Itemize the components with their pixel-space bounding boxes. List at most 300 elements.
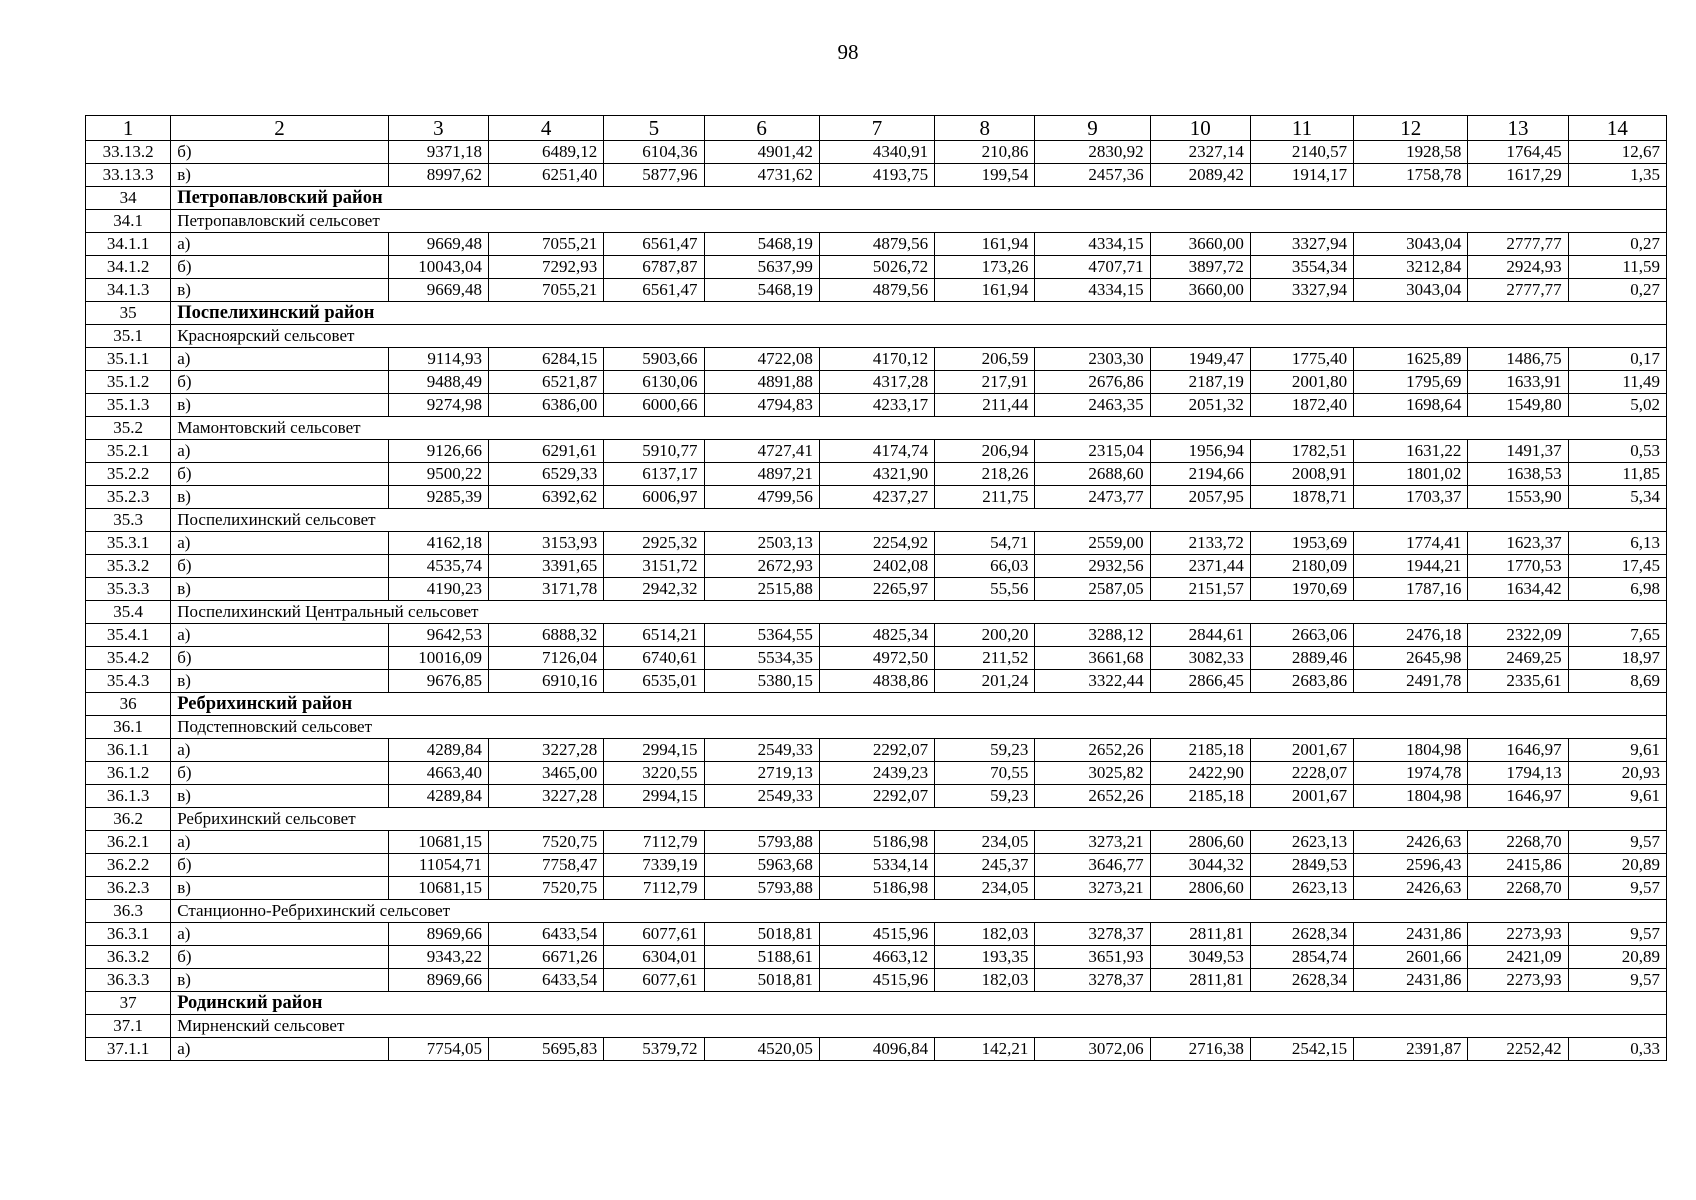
value-cell: 5018,81 [704,923,819,946]
row-code: 36 [86,693,171,716]
value-cell: 7112,79 [604,831,704,854]
value-cell: 0,17 [1568,348,1666,371]
value-cell: 2228,07 [1250,762,1353,785]
row-variant-label: в) [171,279,389,302]
value-cell: 4663,40 [388,762,488,785]
row-code: 36.2.3 [86,877,171,900]
value-cell: 1549,80 [1468,394,1568,417]
value-cell: 9114,93 [388,348,488,371]
value-cell: 3049,53 [1150,946,1250,969]
council-name: Подстепновский сельсовет [171,716,1667,739]
row-code: 35.1.2 [86,371,171,394]
value-cell: 7520,75 [489,877,604,900]
value-cell: 2830,92 [1035,141,1150,164]
row-code: 33.13.2 [86,141,171,164]
value-cell: 142,21 [935,1038,1035,1061]
value-cell: 2252,42 [1468,1038,1568,1061]
value-cell: 211,52 [935,647,1035,670]
value-cell: 1758,78 [1354,164,1468,187]
value-cell: 20,93 [1568,762,1666,785]
value-cell: 2057,95 [1150,486,1250,509]
value-cell: 2719,13 [704,762,819,785]
row-code: 34 [86,187,171,210]
value-cell: 1623,37 [1468,532,1568,555]
value-cell: 9371,18 [388,141,488,164]
row-code: 33.13.3 [86,164,171,187]
value-cell: 2476,18 [1354,624,1468,647]
value-cell: 5188,61 [704,946,819,969]
value-cell: 1787,16 [1354,578,1468,601]
council-name: Красноярский сельсовет [171,325,1667,348]
row-code: 36.2.2 [86,854,171,877]
district-name: Петропавловский район [171,187,1667,210]
value-cell: 2854,74 [1250,946,1353,969]
value-cell: 2932,56 [1035,555,1150,578]
value-cell: 2151,57 [1150,578,1250,601]
column-header: 3 [388,116,488,141]
value-cell: 1617,29 [1468,164,1568,187]
value-cell: 6433,54 [489,969,604,992]
row-code: 35.2.1 [86,440,171,463]
value-cell: 4727,41 [704,440,819,463]
value-cell: 4799,56 [704,486,819,509]
value-cell: 2844,61 [1150,624,1250,647]
value-cell: 2925,32 [604,532,704,555]
row-code: 36.3 [86,900,171,923]
table-row [86,532,1667,555]
row-code: 36.2 [86,808,171,831]
value-cell: 2688,60 [1035,463,1150,486]
council-row [86,601,1667,624]
value-cell: 2683,86 [1250,670,1353,693]
value-cell: 6514,21 [604,624,704,647]
value-cell: 2431,86 [1354,969,1468,992]
value-cell: 1804,98 [1354,739,1468,762]
value-cell: 0,27 [1568,233,1666,256]
value-cell: 6130,06 [604,371,704,394]
value-cell: 4972,50 [819,647,934,670]
value-cell: 11,59 [1568,256,1666,279]
value-cell: 3660,00 [1150,233,1250,256]
value-cell: 8,69 [1568,670,1666,693]
value-cell: 1698,64 [1354,394,1468,417]
row-variant-label: б) [171,371,389,394]
value-cell: 18,97 [1568,647,1666,670]
row-variant-label: б) [171,256,389,279]
row-variant-label: в) [171,877,389,900]
value-cell: 8997,62 [388,164,488,187]
table-row [86,141,1667,164]
value-cell: 4162,18 [388,532,488,555]
value-cell: 1486,75 [1468,348,1568,371]
table-row [86,1038,1667,1061]
value-cell: 6561,47 [604,233,704,256]
value-cell: 3072,06 [1035,1038,1150,1061]
value-cell: 1804,98 [1354,785,1468,808]
value-cell: 2469,25 [1468,647,1568,670]
value-cell: 5379,72 [604,1038,704,1061]
value-cell: 4237,27 [819,486,934,509]
value-cell: 1774,41 [1354,532,1468,555]
value-cell: 9642,53 [388,624,488,647]
value-cell: 2645,98 [1354,647,1468,670]
value-cell: 2942,32 [604,578,704,601]
column-header: 9 [1035,116,1150,141]
value-cell: 1878,71 [1250,486,1353,509]
value-cell: 2371,44 [1150,555,1250,578]
value-cell: 3327,94 [1250,233,1353,256]
value-cell: 6137,17 [604,463,704,486]
row-variant-label: в) [171,486,389,509]
value-cell: 3220,55 [604,762,704,785]
value-cell: 218,26 [935,463,1035,486]
value-cell: 2254,92 [819,532,934,555]
council-row [86,808,1667,831]
column-header: 5 [604,116,704,141]
value-cell: 4174,74 [819,440,934,463]
value-cell: 4190,23 [388,578,488,601]
value-cell: 10016,09 [388,647,488,670]
value-cell: 0,27 [1568,279,1666,302]
value-cell: 5963,68 [704,854,819,877]
value-cell: 5018,81 [704,969,819,992]
value-cell: 2180,09 [1250,555,1353,578]
value-cell: 2268,70 [1468,877,1568,900]
row-code: 35.2 [86,417,171,440]
value-cell: 4707,71 [1035,256,1150,279]
row-variant-label: а) [171,1038,389,1061]
value-cell: 6251,40 [489,164,604,187]
value-cell: 206,94 [935,440,1035,463]
value-cell: 10681,15 [388,877,488,900]
value-cell: 7758,47 [489,854,604,877]
value-cell: 6,13 [1568,532,1666,555]
district-row [86,992,1667,1015]
value-cell: 2431,86 [1354,923,1468,946]
value-cell: 2849,53 [1250,854,1353,877]
council-name: Станционно-Ребрихинский сельсовет [171,900,1667,923]
row-code: 36.3.2 [86,946,171,969]
value-cell: 1,35 [1568,164,1666,187]
value-cell: 8969,66 [388,923,488,946]
page-number: 98 [837,40,859,64]
value-cell: 1646,97 [1468,739,1568,762]
value-cell: 3043,04 [1354,233,1468,256]
value-cell: 2716,38 [1150,1038,1250,1061]
value-cell: 211,75 [935,486,1035,509]
row-variant-label: в) [171,394,389,417]
value-cell: 245,37 [935,854,1035,877]
value-cell: 2889,46 [1250,647,1353,670]
value-cell: 2303,30 [1035,348,1150,371]
value-cell: 5903,66 [604,348,704,371]
row-code: 36.3.1 [86,923,171,946]
row-code: 35.3 [86,509,171,532]
value-cell: 3227,28 [489,785,604,808]
value-cell: 2811,81 [1150,969,1250,992]
row-code: 36.3.3 [86,969,171,992]
district-row [86,693,1667,716]
value-cell: 2315,04 [1035,440,1150,463]
council-row [86,509,1667,532]
value-cell: 6392,62 [489,486,604,509]
value-cell: 4193,75 [819,164,934,187]
value-cell: 4879,56 [819,279,934,302]
value-cell: 2051,32 [1150,394,1250,417]
value-cell: 2587,05 [1035,578,1150,601]
value-cell: 2628,34 [1250,969,1353,992]
value-cell: 1491,37 [1468,440,1568,463]
table-row [86,923,1667,946]
table-row [86,463,1667,486]
column-header: 7 [819,116,934,141]
value-cell: 6671,26 [489,946,604,969]
value-cell: 3651,93 [1035,946,1150,969]
value-cell: 1775,40 [1250,348,1353,371]
value-cell: 1928,58 [1354,141,1468,164]
value-cell: 4722,08 [704,348,819,371]
value-cell: 4334,15 [1035,233,1150,256]
value-cell: 7339,19 [604,854,704,877]
table-row [86,256,1667,279]
row-code: 36.1.3 [86,785,171,808]
value-cell: 1770,53 [1468,555,1568,578]
value-cell: 17,45 [1568,555,1666,578]
value-cell: 4535,74 [388,555,488,578]
value-cell: 211,44 [935,394,1035,417]
row-variant-label: б) [171,463,389,486]
value-cell: 1974,78 [1354,762,1468,785]
column-header: 14 [1568,116,1666,141]
value-cell: 9,57 [1568,831,1666,854]
value-cell: 10043,04 [388,256,488,279]
row-variant-label: в) [171,578,389,601]
value-cell: 5793,88 [704,877,819,900]
value-cell: 2292,07 [819,785,934,808]
column-header: 4 [489,116,604,141]
row-variant-label: а) [171,923,389,946]
value-cell: 2185,18 [1150,739,1250,762]
value-cell: 7,65 [1568,624,1666,647]
council-name: Поспелихинский Центральный сельсовет [171,601,1667,624]
tariff-table [85,115,1667,1061]
value-cell: 6521,87 [489,371,604,394]
value-cell: 12,67 [1568,141,1666,164]
row-variant-label: б) [171,555,389,578]
value-cell: 2542,15 [1250,1038,1353,1061]
value-cell: 1944,21 [1354,555,1468,578]
value-cell: 2426,63 [1354,831,1468,854]
table-row [86,785,1667,808]
column-header: 12 [1354,116,1468,141]
value-cell: 6291,61 [489,440,604,463]
column-header: 11 [1250,116,1353,141]
value-cell: 5695,83 [489,1038,604,1061]
value-cell: 6740,61 [604,647,704,670]
value-cell: 4321,90 [819,463,934,486]
value-cell: 1801,02 [1354,463,1468,486]
table-body [86,141,1667,1061]
value-cell: 2924,93 [1468,256,1568,279]
value-cell: 3660,00 [1150,279,1250,302]
row-code: 34.1.3 [86,279,171,302]
table-row [86,877,1667,900]
value-cell: 4340,91 [819,141,934,164]
value-cell: 6529,33 [489,463,604,486]
value-cell: 6304,01 [604,946,704,969]
value-cell: 234,05 [935,877,1035,900]
row-code: 35.4 [86,601,171,624]
table-row [86,440,1667,463]
value-cell: 1953,69 [1250,532,1353,555]
value-cell: 2994,15 [604,785,704,808]
value-cell: 2426,63 [1354,877,1468,900]
row-code: 35.1.1 [86,348,171,371]
value-cell: 1703,37 [1354,486,1468,509]
row-variant-label: а) [171,233,389,256]
value-cell: 2473,77 [1035,486,1150,509]
value-cell: 2273,93 [1468,923,1568,946]
row-code: 35.3.2 [86,555,171,578]
value-cell: 4879,56 [819,233,934,256]
value-cell: 6433,54 [489,923,604,946]
column-header: 2 [171,116,389,141]
value-cell: 3288,12 [1035,624,1150,647]
value-cell: 7754,05 [388,1038,488,1061]
column-header: 1 [86,116,171,141]
value-cell: 8969,66 [388,969,488,992]
value-cell: 2652,26 [1035,739,1150,762]
council-name: Мамонтовский сельсовет [171,417,1667,440]
value-cell: 3043,04 [1354,279,1468,302]
value-cell: 1634,42 [1468,578,1568,601]
row-variant-label: в) [171,785,389,808]
value-cell: 5380,15 [704,670,819,693]
value-cell: 2463,35 [1035,394,1150,417]
value-cell: 2089,42 [1150,164,1250,187]
value-cell: 5910,77 [604,440,704,463]
row-code: 35.3.1 [86,532,171,555]
council-row [86,716,1667,739]
value-cell: 2322,09 [1468,624,1568,647]
council-row [86,325,1667,348]
value-cell: 54,71 [935,532,1035,555]
value-cell: 2008,91 [1250,463,1353,486]
row-code: 35 [86,302,171,325]
value-cell: 1646,97 [1468,785,1568,808]
value-cell: 4317,28 [819,371,934,394]
value-cell: 66,03 [935,555,1035,578]
value-cell: 6386,00 [489,394,604,417]
value-cell: 2001,80 [1250,371,1353,394]
value-cell: 20,89 [1568,854,1666,877]
value-cell: 3327,94 [1250,279,1353,302]
value-cell: 6077,61 [604,923,704,946]
value-cell: 2866,45 [1150,670,1250,693]
row-code: 36.1.1 [86,739,171,762]
value-cell: 1914,17 [1250,164,1353,187]
value-cell: 3171,78 [489,578,604,601]
table-row [86,555,1667,578]
value-cell: 2777,77 [1468,279,1568,302]
value-cell: 1633,91 [1468,371,1568,394]
value-cell: 0,33 [1568,1038,1666,1061]
row-variant-label: б) [171,762,389,785]
value-cell: 7055,21 [489,233,604,256]
value-cell: 20,89 [1568,946,1666,969]
value-cell: 5,34 [1568,486,1666,509]
value-cell: 5,02 [1568,394,1666,417]
table-row [86,647,1667,670]
value-cell: 3212,84 [1354,256,1468,279]
value-cell: 2601,66 [1354,946,1468,969]
row-code: 35.4.2 [86,647,171,670]
value-cell: 5186,98 [819,877,934,900]
row-code: 37.1 [86,1015,171,1038]
value-cell: 2185,18 [1150,785,1250,808]
value-cell: 5026,72 [819,256,934,279]
value-cell: 4170,12 [819,348,934,371]
value-cell: 2559,00 [1035,532,1150,555]
value-cell: 11,49 [1568,371,1666,394]
district-row [86,187,1667,210]
value-cell: 4891,88 [704,371,819,394]
value-cell: 9500,22 [388,463,488,486]
table-row [86,348,1667,371]
value-cell: 2335,61 [1468,670,1568,693]
row-variant-label: а) [171,739,389,762]
value-cell: 5637,99 [704,256,819,279]
row-code: 35.1.3 [86,394,171,417]
value-cell: 2001,67 [1250,785,1353,808]
value-cell: 4515,96 [819,969,934,992]
value-cell: 3278,37 [1035,923,1150,946]
value-cell: 6561,47 [604,279,704,302]
column-header: 6 [704,116,819,141]
value-cell: 2806,60 [1150,831,1250,854]
value-cell: 173,26 [935,256,1035,279]
value-cell: 9,61 [1568,739,1666,762]
value-cell: 1553,90 [1468,486,1568,509]
value-cell: 2652,26 [1035,785,1150,808]
value-cell: 1631,22 [1354,440,1468,463]
value-cell: 5468,19 [704,279,819,302]
column-number-header-row [86,116,1667,141]
table-row [86,831,1667,854]
value-cell: 6888,32 [489,624,604,647]
value-cell: 9126,66 [388,440,488,463]
value-cell: 217,91 [935,371,1035,394]
value-cell: 9669,48 [388,233,488,256]
value-cell: 2133,72 [1150,532,1250,555]
district-name: Родинский район [171,992,1667,1015]
table-row [86,739,1667,762]
value-cell: 5334,14 [819,854,934,877]
value-cell: 6,98 [1568,578,1666,601]
value-cell: 5877,96 [604,164,704,187]
value-cell: 1795,69 [1354,371,1468,394]
value-cell: 9,57 [1568,877,1666,900]
value-cell: 5793,88 [704,831,819,854]
value-cell: 59,23 [935,785,1035,808]
column-header: 13 [1468,116,1568,141]
value-cell: 2806,60 [1150,877,1250,900]
table-row [86,969,1667,992]
value-cell: 3044,32 [1150,854,1250,877]
value-cell: 6787,87 [604,256,704,279]
table-row [86,486,1667,509]
value-cell: 3278,37 [1035,969,1150,992]
